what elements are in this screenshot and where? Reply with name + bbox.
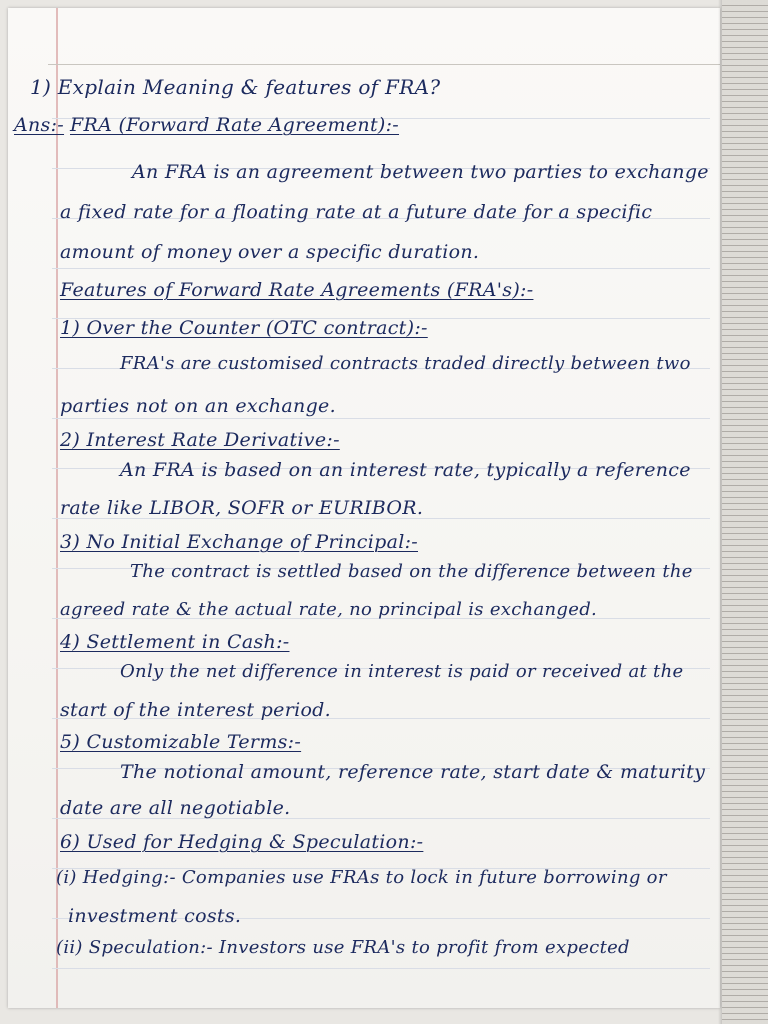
feature-heading: 3) No Initial Exchange of Principal:- <box>60 531 418 553</box>
feature-text: (ii) Speculation:- Investors use FRA's to profit from expected <box>56 937 630 958</box>
feature-text: investment costs. <box>68 905 242 927</box>
question-title: 1) Explain Meaning & features of FRA? <box>30 75 441 99</box>
feature-text: Only the net difference in interest is paid or received at the <box>120 661 684 682</box>
feature-text: The contract is settled based on the difference between the <box>130 561 693 582</box>
feature-text: agreed rate & the actual rate, no principal is exchanged. <box>60 599 598 620</box>
feature-text: rate like LIBOR, SOFR or EURIBOR. <box>60 497 424 519</box>
definition-line: An FRA is an agreement between two parties to exchange <box>132 161 709 183</box>
feature-text: (i) Hedging:- Companies use FRAs to lock in future borrowing or <box>56 867 667 888</box>
features-heading: Features of Forward Rate Agreements (FRA's):- <box>60 279 534 301</box>
feature-text: parties not on an exchange. <box>60 395 336 417</box>
ruler <box>722 0 768 1024</box>
ruled-line <box>52 418 710 419</box>
feature-text: FRA's are customised contracts traded directly between two <box>120 353 691 374</box>
header-rule <box>48 64 720 65</box>
feature-heading: 4) Settlement in Cash:- <box>60 631 290 653</box>
feature-text: date are all negotiable. <box>60 797 291 819</box>
feature-heading: 1) Over the Counter (OTC contract):- <box>60 317 428 339</box>
answer-prefix: Ans:- <box>14 114 65 136</box>
definition-line: amount of money over a specific duration. <box>60 241 480 263</box>
feature-heading: 6) Used for Hedging & Speculation:- <box>60 831 424 853</box>
feature-text: An FRA is based on an interest rate, typically a reference <box>120 459 691 481</box>
feature-text: start of the interest period. <box>60 699 331 721</box>
feature-text: The notional amount, reference rate, start date & maturity <box>120 761 706 783</box>
feature-heading: 2) Interest Rate Derivative:- <box>60 429 340 451</box>
margin-line <box>56 8 58 1008</box>
ruled-line <box>52 268 710 269</box>
feature-heading: 5) Customizable Terms:- <box>60 731 302 753</box>
notebook-page <box>8 8 720 1008</box>
answer-heading: FRA (Forward Rate Agreement):- <box>70 114 400 136</box>
definition-line: a fixed rate for a floating rate at a future date for a specific <box>60 201 653 223</box>
ruled-line <box>52 968 710 969</box>
